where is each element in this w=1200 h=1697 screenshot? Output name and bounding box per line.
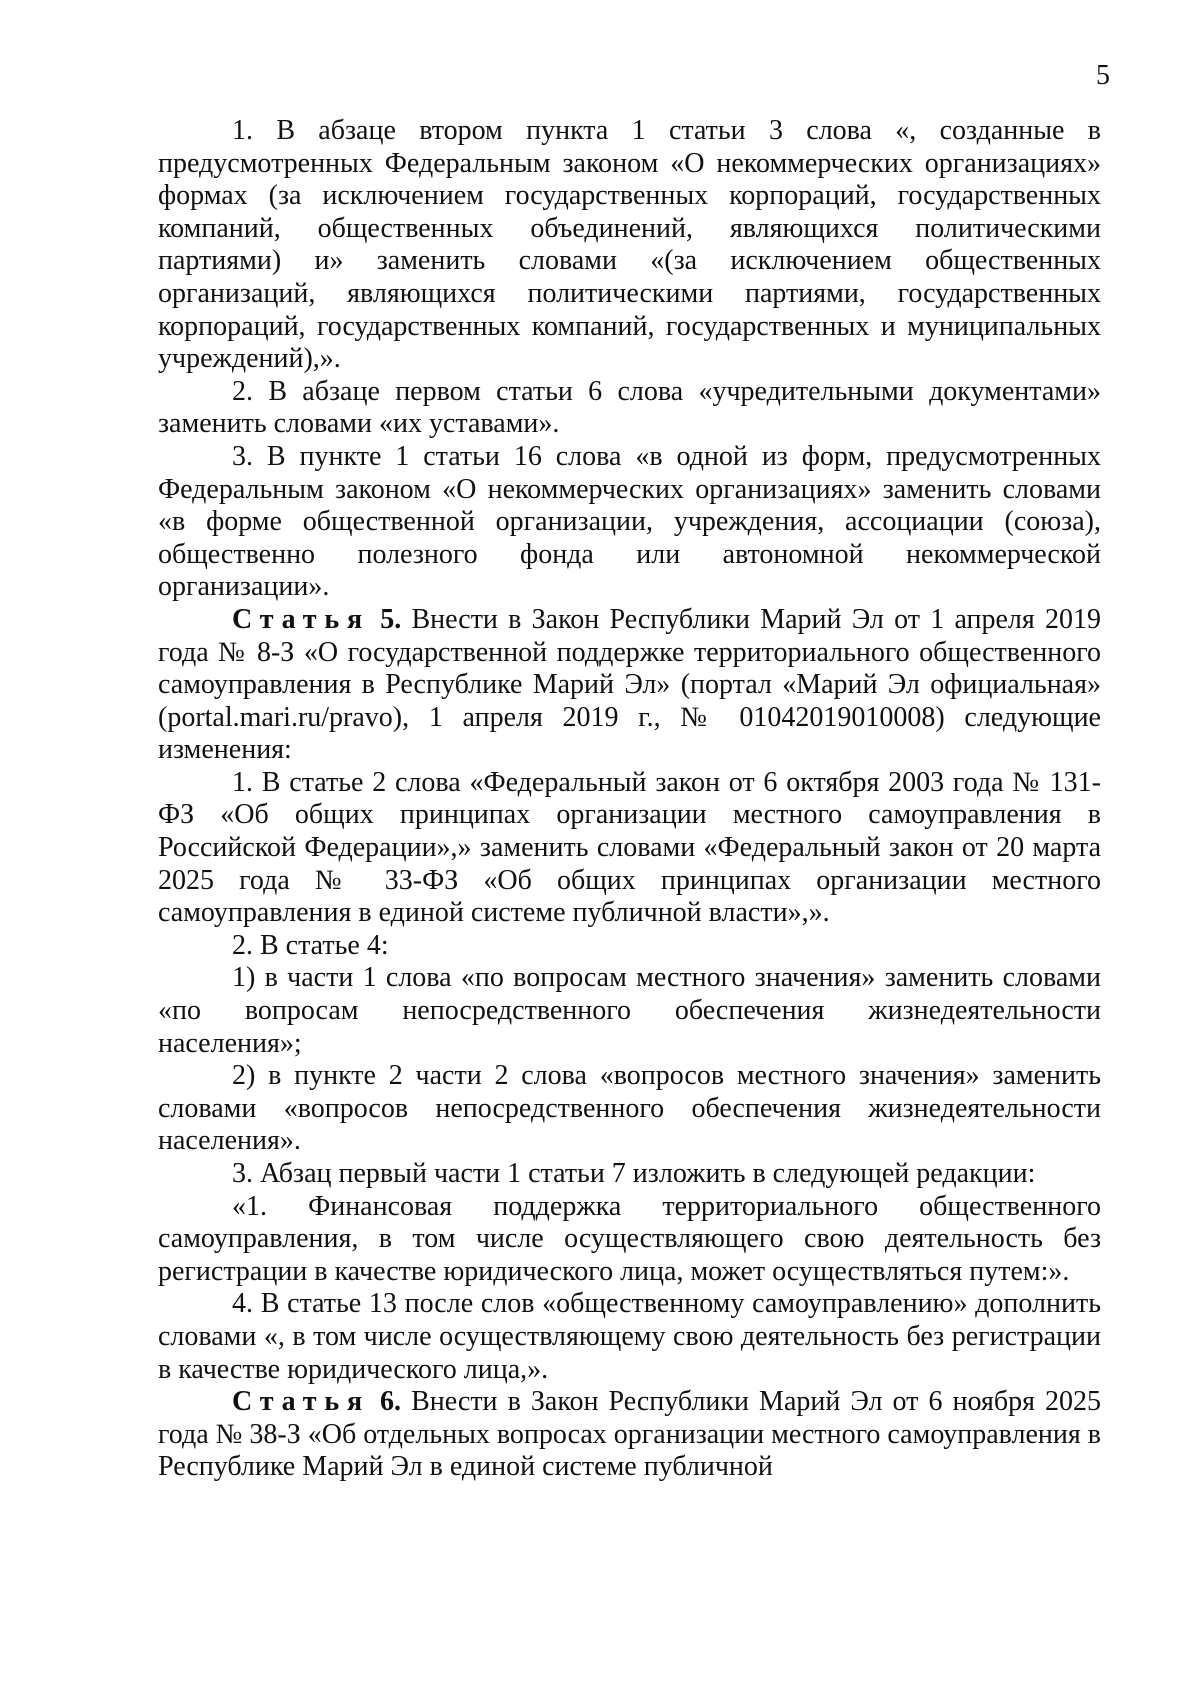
paragraph-1: 1. В абзаце втором пункта 1 статьи 3 слова «, созданные в предусмотренных Федеральным законом «О некоммерческих организациях» формах (за исключением государственных корпораций, государственных компаний, общественных объединений, являющихся политическими партиями) и» заменить словами «(за исключением общественных организаций, являющихся политическими партиями, государственных корпораций, государственных компаний, государственных и муниципальных учреждений),».	[158, 115, 1101, 375]
page-number: 5	[1096, 60, 1110, 91]
document-body	[158, 115, 1101, 1484]
paragraph-8: 2) в пункте 2 части 2 слова «вопросов местного значения» заменить словами «вопросов непосредственного обеспечения жизнедеятельности населения».	[158, 1060, 1101, 1157]
article-6-text: Внести в Закон Республики Марий Эл от 6 ноября 2025 года № 38-З «Об отдельных вопросах организации местного самоуправления в Республике Марий Эл в единой системе публичной	[158, 1386, 1102, 1483]
paragraph-9: 3. Абзац первый части 1 статьи 7 изложить в следующей редакции:	[232, 1158, 1036, 1189]
article-label: Статья	[232, 1386, 370, 1418]
article-label: Статья	[232, 603, 370, 635]
article-number: 5.	[380, 603, 402, 635]
paragraph-5: 1. В статье 2 слова «Федеральный закон от 6 октября 2003 года № 131-ФЗ «Об общих принципах организации местного самоуправления в Российской Федерации»,» заменить словами «Федеральный закон от 20 марта 2025 года № 33-ФЗ «Об общих принципах организации местного самоуправления в единой системе публичной власти»,».	[158, 766, 1101, 929]
paragraph-3: 3. В пункте 1 статьи 16 слова «в одной из форм, предусмотренных Федеральным законом «О некоммерческих организациях» заменить словами «в форме общественной организации, учреждения, ассоциации (союза), общественно полезного фонда или автономной некоммерческой организации».	[158, 440, 1101, 603]
paragraph-2: 2. В абзаце первом статьи 6 слова «учредительными документами» заменить словами «их уставами».	[158, 375, 1101, 440]
article-number: 6.	[380, 1386, 402, 1418]
article-5-heading	[158, 604, 1101, 767]
article-5-text: Внести в Закон Республики Марий Эл от 1 апреля 2019 года № 8-З «О государственной поддержке территориального общественного самоуправления в Республике Марий Эл» (портал «Марий Эл официальная» (portal.mari.ru/pravo), 1 апреля 2019 г., № 01042019010008) следующие изменения:	[158, 603, 1102, 766]
paragraph-6: 2. В статье 4:	[232, 929, 389, 961]
paragraph-10: «1. Финансовая поддержка территориального общественного самоуправления, в том числе осуществляющего свою деятельность без регистрации в качестве юридического лица, может осуществляться путем:».	[158, 1190, 1101, 1287]
article-6-heading	[158, 1386, 1101, 1484]
paragraph-7: 1) в части 1 слова «по вопросам местного значения» заменить словами «по вопросам непосредственного обеспечения жизнедеятельности населения»;	[158, 962, 1101, 1059]
paragraph-11: 4. В статье 13 после слов «общественному самоуправлению» дополнить словами «, в том числе осуществляющему свою деятельность без регистрации в качестве юридического лица,».	[158, 1288, 1101, 1385]
